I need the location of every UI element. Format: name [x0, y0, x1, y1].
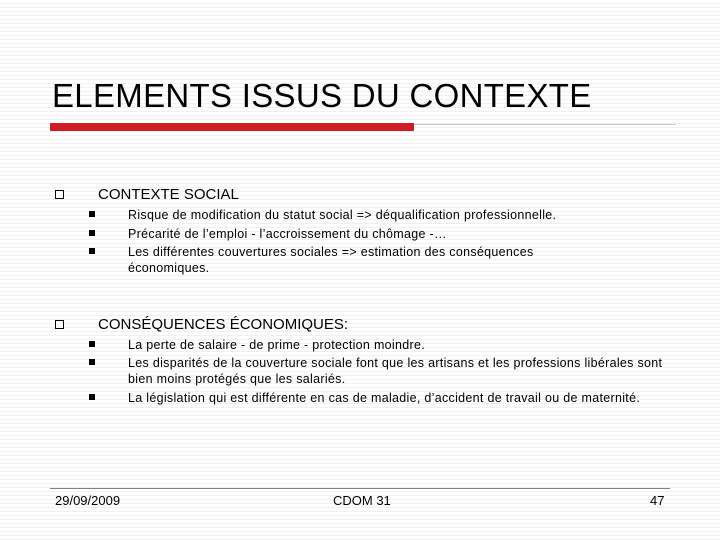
section-2-item-3-bullet-icon	[89, 394, 95, 400]
section-2-heading: CONSÉQUENCES ÉCONOMIQUES:	[98, 316, 349, 333]
footer-date: 29/09/2009	[55, 493, 121, 508]
section-1-item-3-bullet-icon	[89, 248, 95, 254]
section-1-item-3: Les différentes couvertures sociales => estimation des conséquences économiques.	[128, 245, 534, 275]
section-1-item-1: Risque de modification du statut social => déqualification professionnelle.	[128, 208, 557, 222]
section-1-heading: CONTEXTE SOCIAL	[98, 186, 239, 203]
section-2-item-3: La législation qui est différente en cas de maladie, d’accident de travail ou de maternité.	[128, 391, 641, 405]
page-number: 47	[650, 493, 665, 508]
section-1-bullet-icon	[55, 190, 64, 199]
section-2-item-1-bullet-icon	[89, 341, 95, 347]
section-1-item-1-bullet-icon	[89, 211, 95, 217]
section-1-item-2: Précarité de l’emploi - l’accroissement du chômage -…	[128, 227, 447, 241]
section-2-item-2: Les disparités de la couverture sociale font que les artisans et les professions libérales sont bien moins protégés que les salariés.	[128, 356, 663, 386]
footer-divider	[50, 488, 670, 489]
section-2-item-2-bullet-icon	[89, 359, 95, 365]
section-2-bullet-icon	[55, 320, 64, 329]
title-accent-bar	[50, 123, 414, 131]
slide-title: ELEMENTS ISSUS DU CONTEXTE	[52, 77, 592, 114]
section-1-item-2-bullet-icon	[89, 230, 95, 236]
footer-center-text: CDOM 31	[333, 493, 391, 508]
section-2-item-1: La perte de salaire - de prime - protection moindre.	[128, 338, 425, 352]
